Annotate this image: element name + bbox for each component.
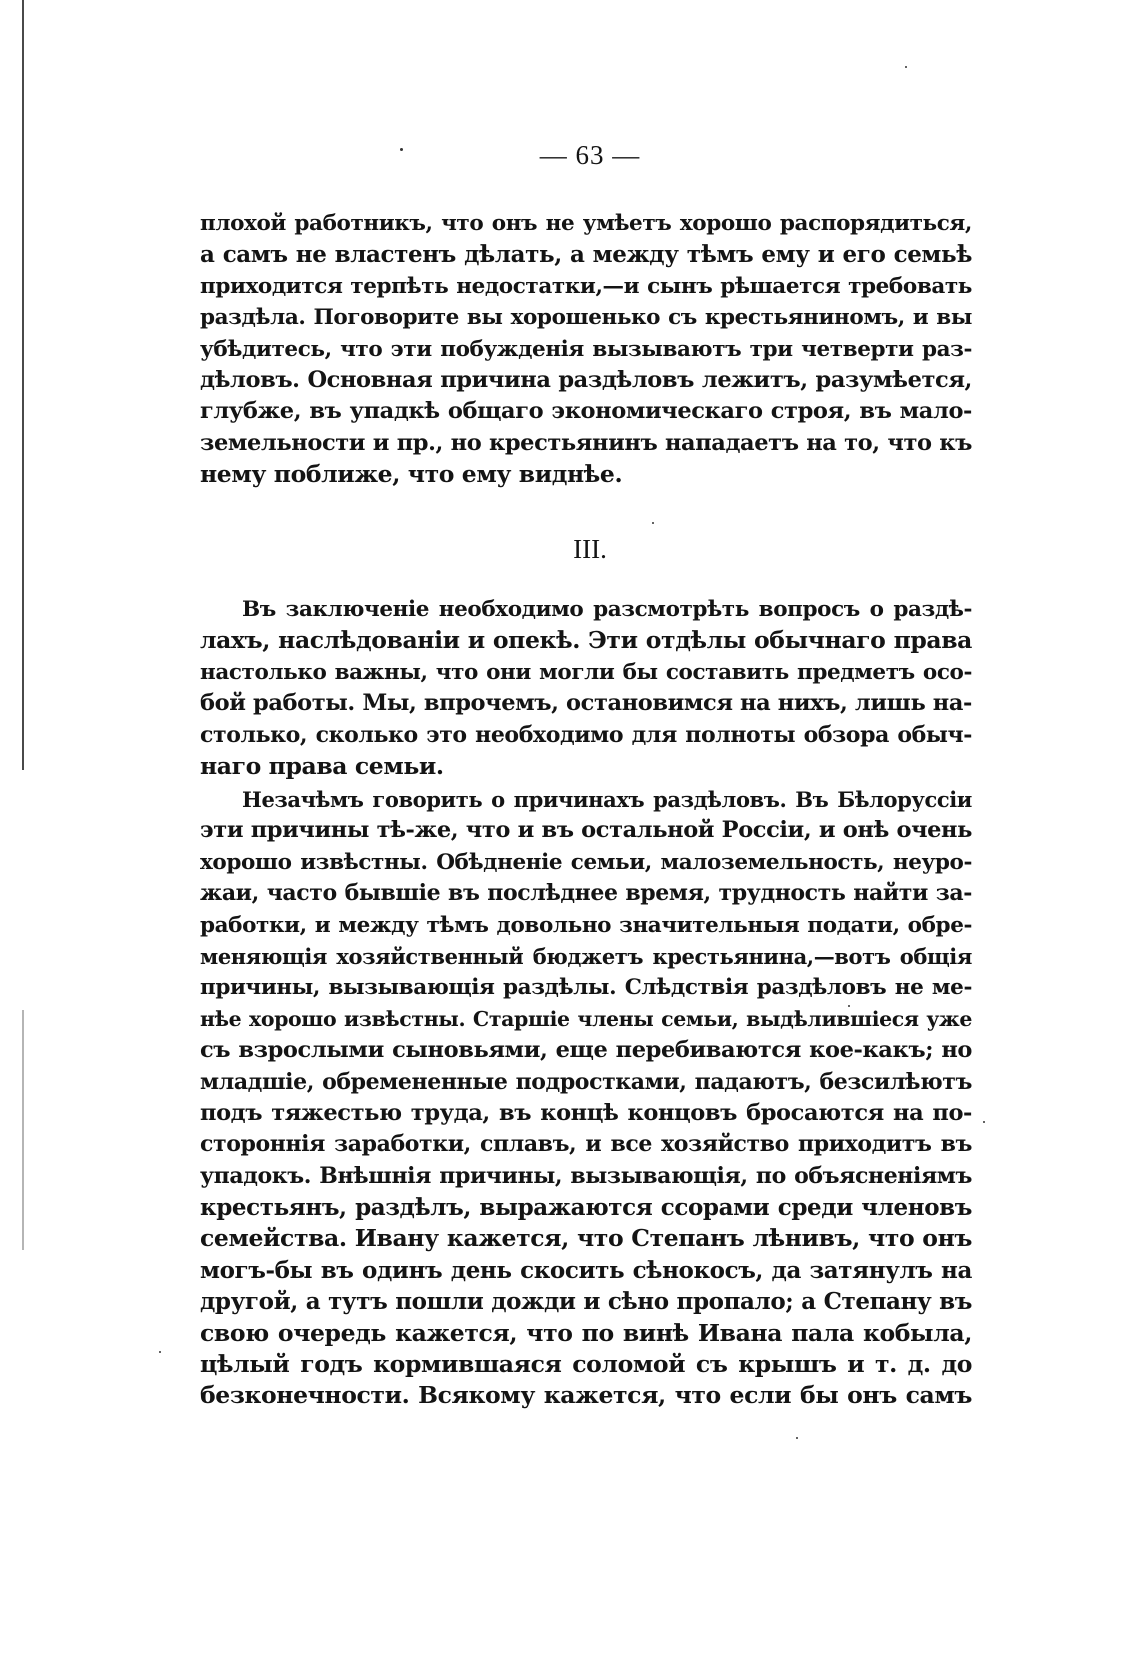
text-line: подъ тяжестью труда, въ концѣ концовъ бросаются на по- [200, 1099, 972, 1126]
text-line: хорошо извѣстны. Обѣдненіе семьи, малоземельность, неуро- [200, 849, 972, 875]
text-line: дѣловъ. Основная причина раздѣловъ лежитъ, разумѣется, [200, 366, 972, 393]
section-heading: III. [573, 534, 607, 564]
text-line: могъ-бы въ одинъ день скосить сѣнокосъ, да затянулъ на [200, 1256, 972, 1284]
text-line: младшіе, обремененные подростками, падаютъ, безсилѣютъ [200, 1068, 972, 1095]
text-line: свою очередь кажется, что по винѣ Ивана пала кобыла, [200, 1318, 972, 1347]
text-line: приходится терпѣть недостатки,—и сынъ рѣшается требовать [200, 273, 972, 299]
text-line: причины, вызывающія раздѣлы. Слѣдствія раздѣловъ не ме- [200, 975, 972, 1001]
scan-left-edge-lower [22, 1010, 24, 1250]
scan-speck [983, 1121, 985, 1123]
text-line: настолько важны, что они могли бы составить предметъ осо- [200, 659, 972, 685]
text-line: меняющія хозяйственный бюджетъ крестьянина,—вотъ общія [200, 943, 972, 969]
text-line: а самъ не властенъ дѣлать, а между тѣмъ ему и его семьѣ [200, 241, 972, 269]
scan-speck [796, 1437, 798, 1439]
text-line: стороннія заработки, сплавъ, и все хозяйство приходитъ въ [200, 1131, 972, 1158]
text-line: наго права семьи. [200, 751, 444, 780]
text-line: нему поближе, что ему виднѣе. [200, 460, 623, 489]
text-line: Незачѣмъ говорить о причинахъ раздѣловъ. Въ Бѣлоруссіи [242, 787, 972, 812]
text-line: съ взрослыми сыновьями, еще перебиваются кое-какъ; но [200, 1037, 972, 1064]
text-line: работки, и между тѣмъ довольно значительныя подати, обре- [200, 912, 972, 938]
text-line: плохой работникъ, что онъ не умѣетъ хорошо распорядиться, [200, 211, 972, 236]
text-line: столько, сколько это необходимо для полноты обзора обыч- [200, 721, 972, 748]
text-line: убѣдитесь, что эти побужденія вызываютъ три четверти раз- [200, 336, 972, 362]
text-line: Въ заключеніе необходимо разсмотрѣть вопросъ о раздѣ- [242, 597, 972, 622]
scan-left-edge [22, 0, 24, 770]
text-line: лахъ, наслѣдованіи и опекѣ. Эти отдѣлы обычнаго права [200, 626, 972, 655]
page-number: — 63 — [539, 140, 641, 170]
text-line: раздѣла. Поговорите вы хорошенько съ крестьяниномъ, и вы [200, 305, 972, 331]
text-line: эти причины тѣ-же, что и въ остальной Россіи, и онѣ очень [200, 817, 972, 844]
text-line: упадокъ. Внѣшнія причины, вызывающія, по объясненіямъ [200, 1162, 972, 1189]
text-line: нѣе хорошо извѣстны. Старшіе члены семьи, выдѣлившіеся уже [200, 1006, 972, 1031]
text-line: другой, а тутъ пошли дожди и сѣно пропало; а Степану въ [200, 1288, 972, 1316]
text-line: крестьянъ, раздѣлъ, выражаются ссорами среди членовъ [200, 1194, 972, 1222]
paragraph-intro [200, 594, 972, 782]
paragraph-causes [200, 784, 972, 1412]
text-line: глубже, въ упадкѣ общаго экономическаго строя, въ мало- [200, 398, 972, 425]
text-line: земельности и пр., но крестьянинъ нападаетъ на то, что къ [200, 429, 972, 456]
scan-speck [905, 66, 907, 68]
text-line: цѣлый годъ кормившаяся соломой съ крышъ и т. д. до [200, 1350, 972, 1379]
text-line: безконечности. Всякому кажется, что если бы онъ самъ [200, 1381, 972, 1410]
text-line: бой работы. Мы, впрочемъ, остановимся на нихъ, лишь на- [200, 690, 972, 717]
paragraph-continued [200, 208, 972, 491]
text-line: семейства. Ивану кажется, что Степанъ лѣнивъ, что онъ [200, 1224, 972, 1253]
scan-speck [159, 1351, 161, 1353]
scan-speck [652, 522, 654, 524]
text-line: жаи, часто бывшіе въ послѣднее время, трудность найти за- [200, 880, 972, 907]
